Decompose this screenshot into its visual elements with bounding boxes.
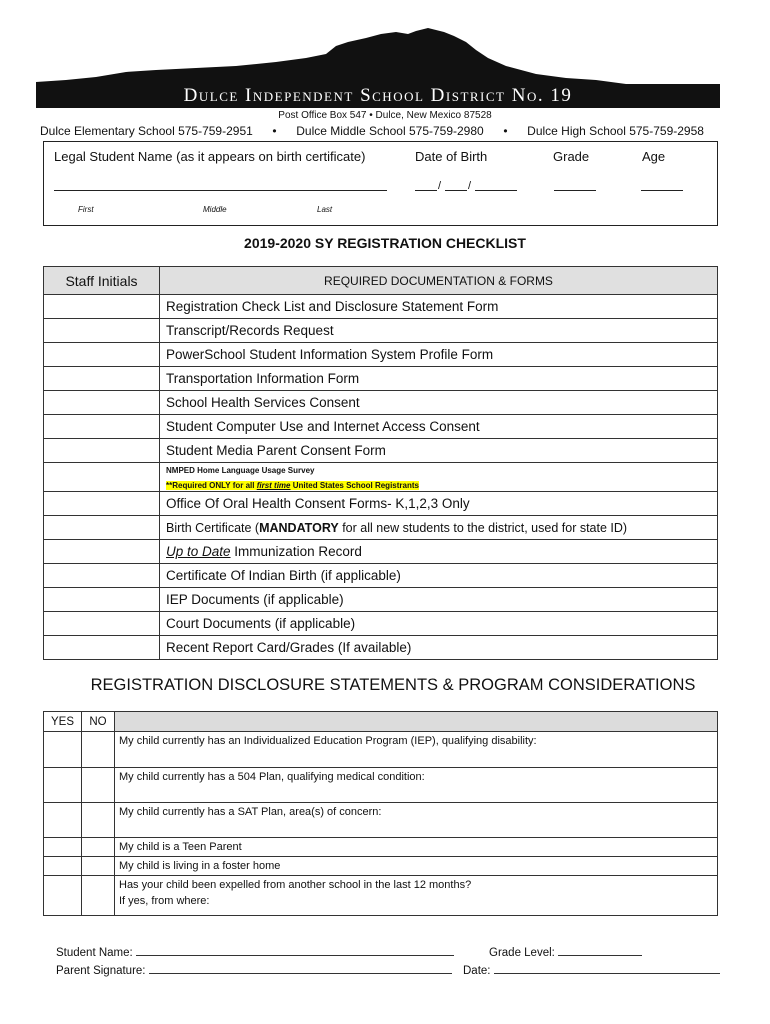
mandatory-emphasis: MANDATORY [259,520,339,535]
required-docs-header: REQUIRED DOCUMENTATION & FORMS [160,267,718,295]
student-info-box [43,141,718,226]
checklist-item: Transportation Information Form [160,367,718,391]
expelled-statement [115,876,718,916]
disclosure-statement: My child currently has a 504 Plan, qualifying medical condition: [115,768,718,803]
staff-initials-cell[interactable] [44,516,160,540]
checklist-row [44,343,718,367]
note-emphasis: first time [256,481,291,490]
checklist-row [44,636,718,660]
school-phone-line [40,124,704,138]
district-title: Dulce Independent School District No. 19 [183,85,573,106]
last-name-caption: Last [317,205,333,214]
disclosure-title: REGISTRATION DISCLOSURE STATEMENTS & PROGRAM CONSIDERATIONS [90,676,696,694]
no-checkbox-cell[interactable] [82,876,115,916]
language-survey-note [166,476,711,491]
immunization-suffix: Immunization Record [230,544,362,559]
checklist-item: IEP Documents (if applicable) [160,588,718,612]
checklist-item: Certificate Of Indian Birth (if applicable) [160,564,718,588]
no-checkbox-cell[interactable] [82,857,115,876]
high-school-phone: Dulce High School 575-759-2958 [527,124,704,138]
checklist-title: 2019-2020 SY REGISTRATION CHECKLIST [244,235,526,251]
staff-initials-cell[interactable] [44,492,160,516]
disclosure-row [44,768,718,803]
middle-school-phone: Dulce Middle School 575-759-2980 [296,124,484,138]
staff-initials-cell[interactable] [44,415,160,439]
separator-dot: • [503,124,508,138]
up-to-date-emphasis: Up to Date [166,544,231,559]
student-name-field[interactable] [136,944,454,956]
student-name-row [56,944,454,959]
staff-initials-cell[interactable] [44,367,160,391]
disclosure-row [44,732,718,768]
yes-checkbox-cell[interactable] [44,768,82,803]
disclosure-row [44,876,718,916]
disclosure-statement: My child currently has a SAT Plan, area(s) of concern: [115,803,718,838]
elementary-school-phone: Dulce Elementary School 575-759-2951 [40,124,253,138]
checklist-row [44,516,718,540]
checklist-item: Registration Check List and Disclosure Statement Form [160,295,718,319]
staff-initials-cell[interactable] [44,463,160,492]
birth-cert-suffix: for all new students to the district, used for state ID) [338,520,628,535]
staff-initials-header: Staff Initials [44,267,160,295]
no-checkbox-cell[interactable] [82,838,115,857]
legal-name-label: Legal Student Name (as it appears on birth certificate) [54,149,366,164]
yes-header: YES [44,712,82,732]
birth-certificate-item [160,516,718,540]
checklist-row [44,367,718,391]
staff-initials-cell[interactable] [44,439,160,463]
note-prefix: **Required ONLY for all [166,481,257,490]
grade-level-field[interactable] [558,944,642,956]
disclosure-row [44,803,718,838]
checklist-row [44,612,718,636]
no-header: NO [82,712,115,732]
dob-slash: / [468,180,472,192]
checklist-row [44,319,718,343]
dob-month-field[interactable] [415,190,437,191]
dob-day-field[interactable] [445,190,467,191]
checklist-item: Court Documents (if applicable) [160,612,718,636]
checklist-row [44,492,718,516]
checklist-row [44,463,718,492]
checklist-row [44,439,718,463]
disclosure-row [44,838,718,857]
grade-field[interactable] [554,190,596,191]
date-label: Date: [463,965,491,977]
yes-checkbox-cell[interactable] [44,857,82,876]
no-checkbox-cell[interactable] [82,768,115,803]
yes-checkbox-cell[interactable] [44,876,82,916]
yes-checkbox-cell[interactable] [44,803,82,838]
birth-cert-prefix: Birth Certificate ( [166,520,260,535]
language-survey-item [160,463,718,492]
staff-initials-cell[interactable] [44,540,160,564]
yes-checkbox-cell[interactable] [44,732,82,768]
checklist-row [44,540,718,564]
no-checkbox-cell[interactable] [82,732,115,768]
first-name-caption: First [78,205,94,214]
disclosure-statement: My child is a Teen Parent [115,838,718,857]
grade-level-row [489,944,642,959]
age-label: Age [642,149,666,164]
dob-slash: / [438,180,442,192]
staff-initials-cell[interactable] [44,636,160,660]
immunization-item [160,540,718,564]
staff-initials-cell[interactable] [44,588,160,612]
staff-initials-cell[interactable] [44,343,160,367]
note-suffix: United States School Registrants [290,481,419,490]
language-survey-title: NMPED Home Language Usage Survey [166,466,315,475]
parent-signature-row [56,962,452,977]
legal-name-field[interactable] [54,190,387,191]
staff-initials-cell[interactable] [44,319,160,343]
checklist-row [44,588,718,612]
date-field[interactable] [494,962,720,974]
dob-year-field[interactable] [475,190,517,191]
checklist-row [44,564,718,588]
middle-name-caption: Middle [203,205,227,214]
statement-header [115,712,718,732]
checklist-item: Student Media Parent Consent Form [160,439,718,463]
checklist-item: Transcript/Records Request [160,319,718,343]
expelled-from-label: If yes, from where: [119,895,210,907]
disclosure-row [44,857,718,876]
student-name-label: Student Name: [56,947,133,959]
separator-dot: • [272,124,277,138]
disclosure-statement: My child currently has an Individualized Education Program (IEP), qualifying disability: [115,732,718,768]
checklist-row [44,295,718,319]
checklist-row [44,415,718,439]
age-field[interactable] [641,190,683,191]
expelled-question: Has your child been expelled from another school in the last 12 months? [119,879,472,891]
checklist-item: PowerSchool Student Information System Profile Form [160,343,718,367]
district-address: Post Office Box 547 • Dulce, New Mexico 87528 [278,110,492,121]
checklist-row [44,391,718,415]
grade-label: Grade [553,149,590,164]
staff-initials-cell[interactable] [44,564,160,588]
disclosure-table [43,711,718,916]
dob-label: Date of Birth [415,149,488,164]
checklist-item: Office Of Oral Health Consent Forms- K,1,2,3 Only [160,492,718,516]
parent-signature-label: Parent Signature: [56,965,146,977]
checklist-item: Student Computer Use and Internet Access Consent [160,415,718,439]
date-row [463,962,720,977]
parent-signature-field[interactable] [149,962,452,974]
checklist-item: Recent Report Card/Grades (If available) [160,636,718,660]
registration-checklist-table [43,266,718,660]
staff-initials-cell[interactable] [44,391,160,415]
no-checkbox-cell[interactable] [82,803,115,838]
grade-level-label: Grade Level: [489,947,555,959]
yes-checkbox-cell[interactable] [44,838,82,857]
staff-initials-cell[interactable] [44,612,160,636]
staff-initials-cell[interactable] [44,295,160,319]
disclosure-statement: My child is living in a foster home [115,857,718,876]
checklist-item: School Health Services Consent [160,391,718,415]
